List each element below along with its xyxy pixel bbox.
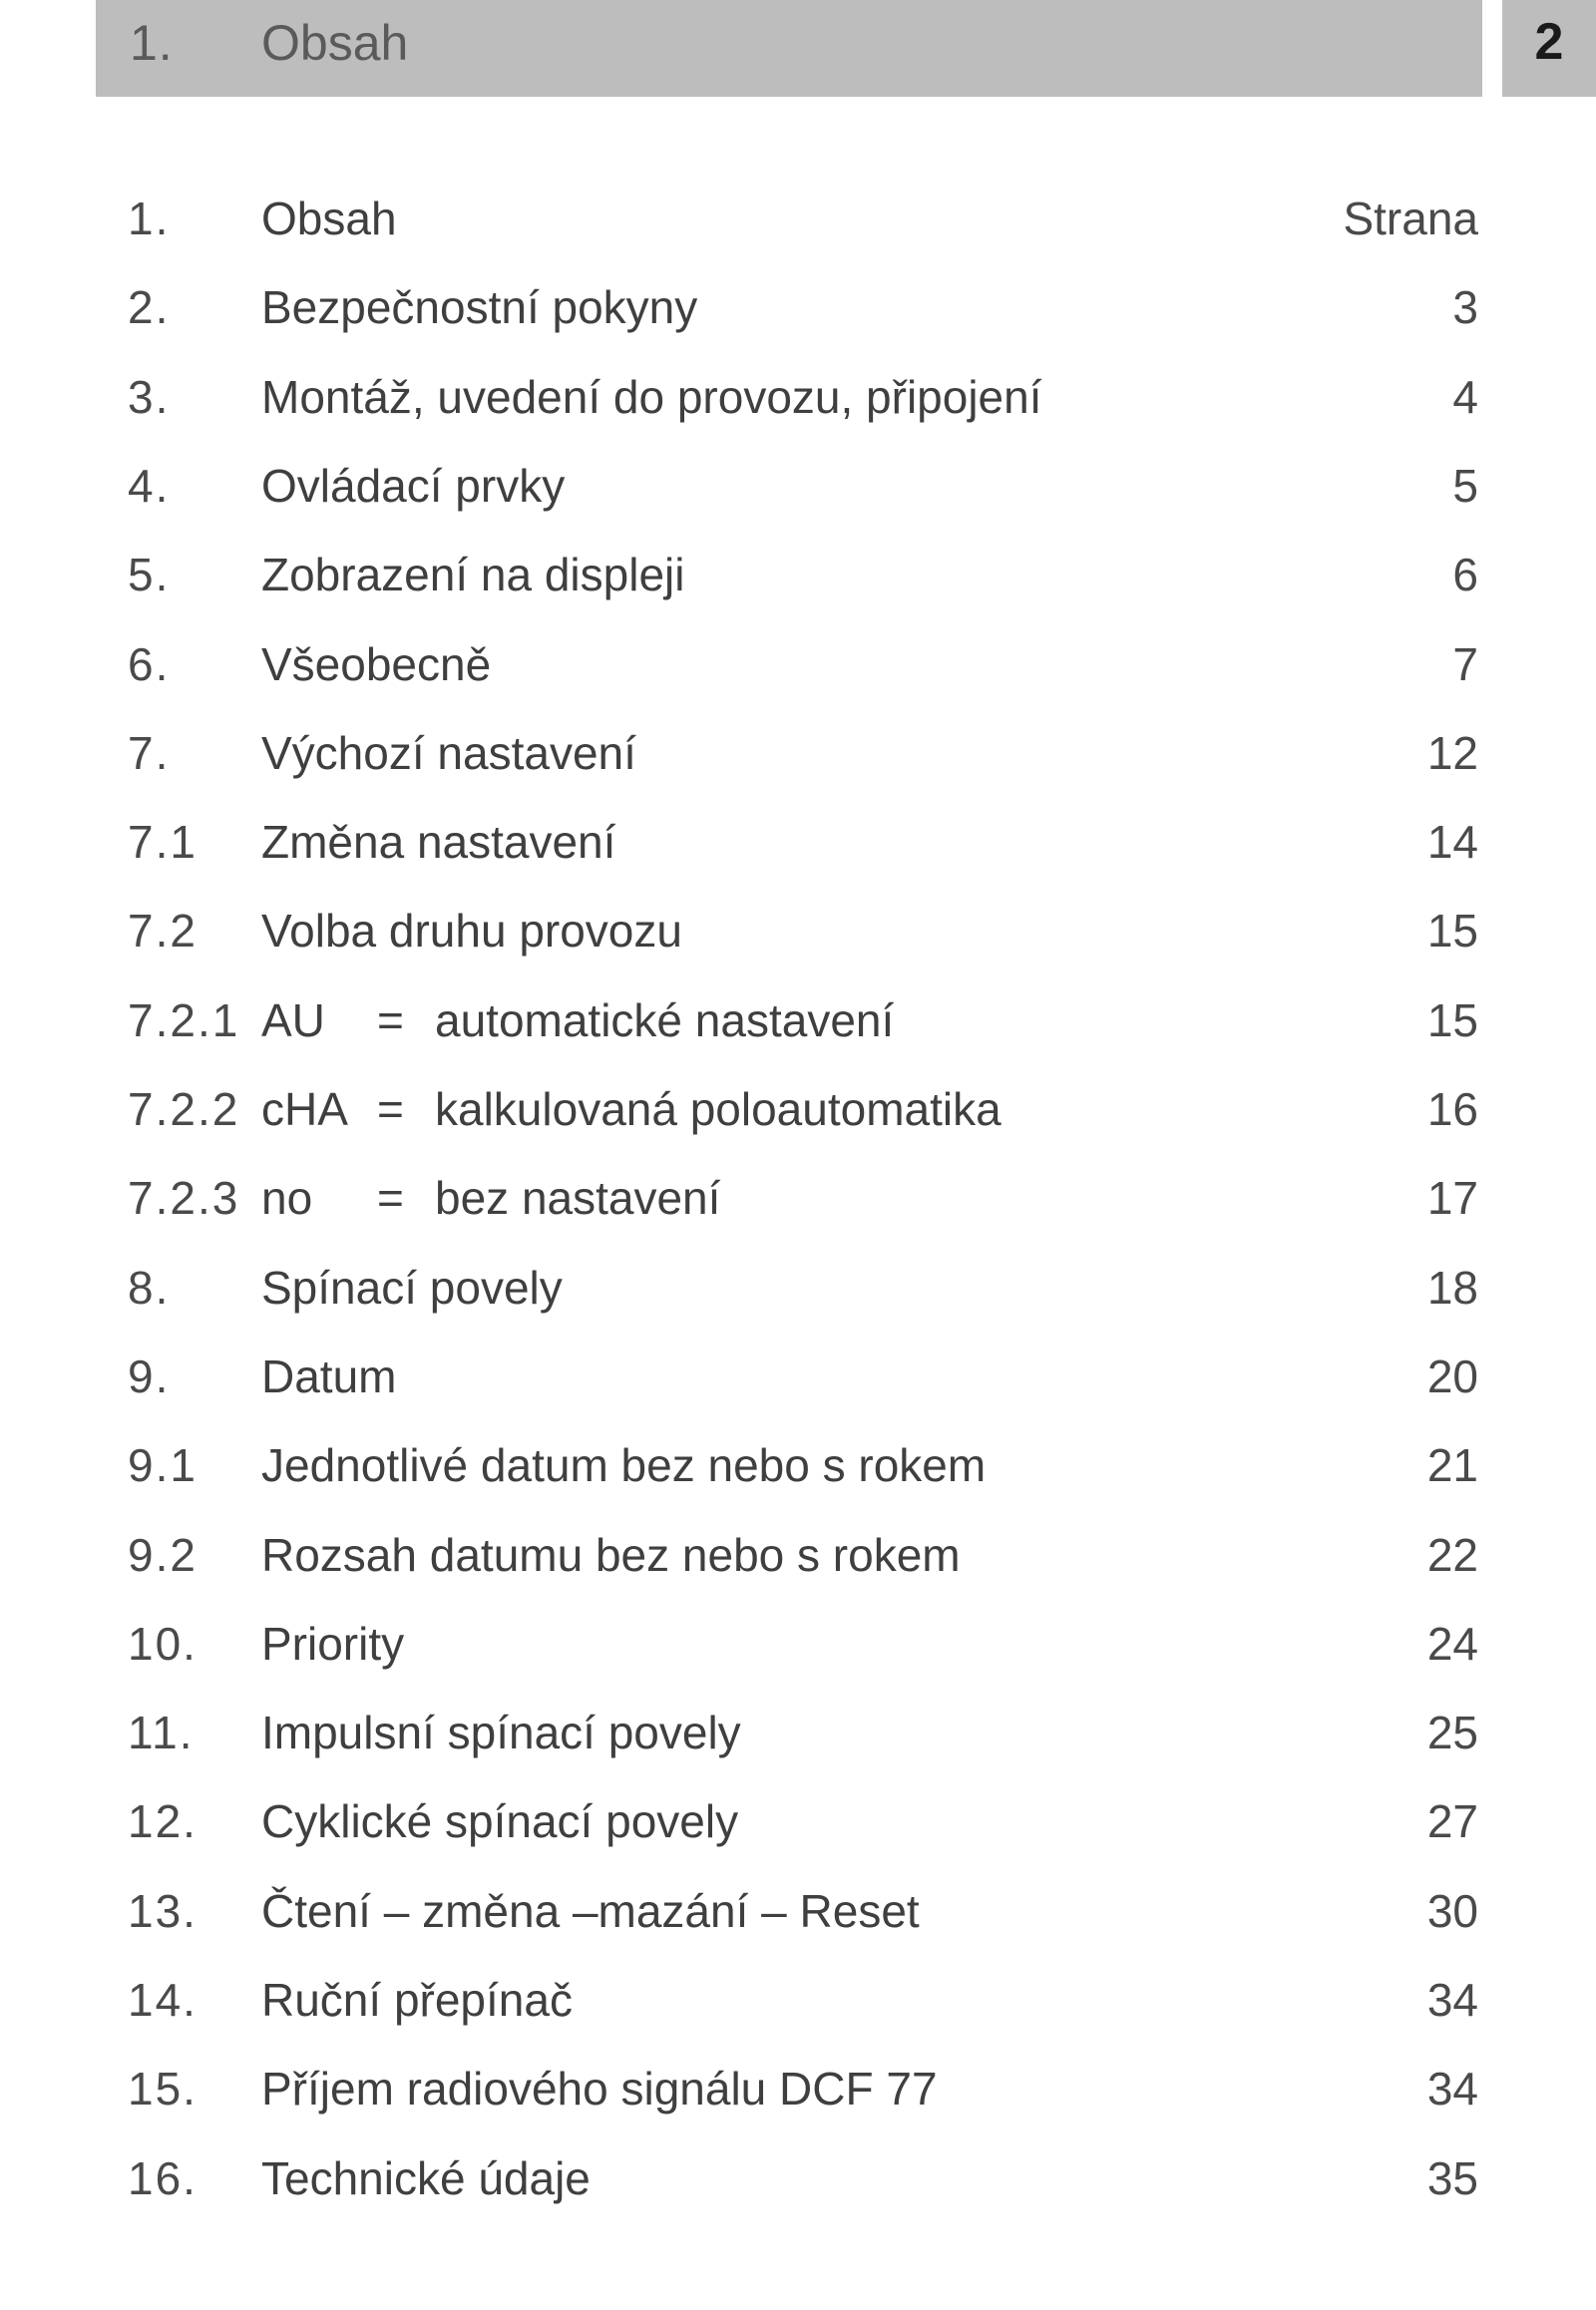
toc-entry bbox=[0, 549, 1596, 640]
toc-entry-title: Rozsah datumu bez nebo s rokem bbox=[261, 1528, 961, 1581]
toc-entry-description: automatické nastavení bbox=[435, 993, 895, 1046]
toc-entry-description: kalkulovaná poloautomatika bbox=[435, 1083, 1001, 1135]
toc-entry-number: 1. bbox=[128, 192, 171, 244]
toc-entry-description: bez nastavení bbox=[435, 1172, 721, 1225]
toc-entry-page: 27 bbox=[1426, 1795, 1478, 1848]
chapter-number: 1. bbox=[130, 15, 174, 71]
toc-entry-number: 7.1 bbox=[128, 816, 198, 869]
toc-entry-number: 7.2.3 bbox=[128, 1172, 240, 1225]
toc-entry-title: Bezpečnostní pokyny bbox=[261, 281, 698, 334]
toc-entry bbox=[0, 459, 1596, 552]
toc-entry-page: 12 bbox=[1426, 726, 1478, 779]
toc-entry-title: Všeobecně bbox=[261, 637, 492, 690]
toc-entry-title: Impulsní spínací povely bbox=[261, 1707, 741, 1759]
toc-entry-title: Technické údaje bbox=[261, 2151, 591, 2204]
toc-entry bbox=[0, 1261, 1596, 1353]
toc-entry bbox=[0, 1795, 1596, 1887]
toc-page-column-header: Strana bbox=[1343, 192, 1478, 244]
toc-entry-number: 11. bbox=[128, 1707, 195, 1759]
toc-entry-number: 6. bbox=[128, 637, 171, 690]
toc-entry-page: 34 bbox=[1426, 1974, 1478, 2026]
toc-entry-equals: = bbox=[377, 1172, 404, 1225]
toc-entry bbox=[0, 1439, 1596, 1531]
toc-entry-page: 4 bbox=[1452, 370, 1478, 423]
toc-entry bbox=[0, 370, 1596, 463]
toc-entry-number: 7.2.1 bbox=[128, 993, 240, 1046]
toc-entry bbox=[0, 281, 1596, 373]
toc-entry bbox=[0, 1884, 1596, 1977]
toc-entry-title: Priority bbox=[261, 1617, 405, 1670]
toc-entry-page: 35 bbox=[1426, 2151, 1478, 2204]
toc-entry-number: 7. bbox=[128, 726, 171, 779]
toc-entry bbox=[0, 816, 1596, 908]
toc-entry-abbreviation: no bbox=[261, 1172, 313, 1225]
toc-entry-number: 16. bbox=[128, 2151, 198, 2204]
toc-entry-number: 7.2 bbox=[128, 905, 198, 958]
toc-entry-abbreviation: cHA bbox=[261, 1083, 348, 1135]
toc-entry-number: 14. bbox=[128, 1974, 198, 2026]
toc-entry bbox=[0, 2151, 1596, 2244]
toc-entry-title: Spínací povely bbox=[261, 1261, 563, 1314]
toc-entry-title: Změna nastavení bbox=[261, 816, 616, 869]
toc-entry-page: 17 bbox=[1426, 1172, 1478, 1225]
toc-entry-number: 5. bbox=[128, 549, 171, 601]
toc-entry-page: 5 bbox=[1452, 459, 1478, 512]
toc-entry-title: Obsah bbox=[261, 192, 397, 244]
toc-entry-number: 9.1 bbox=[128, 1439, 198, 1492]
toc-entry-number: 12. bbox=[128, 1795, 198, 1848]
toc-entry-equals: = bbox=[377, 1083, 404, 1135]
page-number-tab bbox=[1502, 0, 1596, 97]
toc-entry bbox=[0, 1083, 1596, 1175]
toc-entry-page: 34 bbox=[1426, 2063, 1478, 2116]
toc-entry-title: Datum bbox=[261, 1349, 397, 1402]
toc-entry-number: 9.2 bbox=[128, 1528, 198, 1581]
toc-entry-page: 6 bbox=[1452, 549, 1478, 601]
toc-entry-title: Příjem radiového signálu DCF 77 bbox=[261, 2063, 938, 2116]
toc-entry bbox=[0, 1528, 1596, 1621]
toc-entry-title: Zobrazení na displeji bbox=[261, 549, 685, 601]
toc-entry bbox=[0, 1617, 1596, 1710]
toc-entry-number: 9. bbox=[128, 1349, 171, 1402]
chapter-title: Obsah bbox=[261, 15, 409, 71]
toc-entry-number: 7.2.2 bbox=[128, 1083, 240, 1135]
toc-entry-page: 15 bbox=[1426, 993, 1478, 1046]
toc-entry-page: 15 bbox=[1426, 905, 1478, 958]
toc-entry-title: Čtení – změna –mazání – Reset bbox=[261, 1884, 920, 1937]
toc-entry-page: 3 bbox=[1452, 281, 1478, 334]
page-number: 2 bbox=[1534, 13, 1564, 71]
toc-entry-abbreviation: AU bbox=[261, 993, 325, 1046]
toc-entry-page: 25 bbox=[1426, 1707, 1478, 1759]
toc-entry-number: 10. bbox=[128, 1617, 198, 1670]
toc-entry-title: Montáž, uvedení do provozu, připojení bbox=[261, 370, 1042, 423]
toc-entry bbox=[0, 905, 1596, 996]
toc-entry bbox=[0, 1707, 1596, 1798]
toc-entry bbox=[0, 1974, 1596, 2066]
toc-entry-number: 2. bbox=[128, 281, 171, 334]
toc-entry bbox=[0, 993, 1596, 1086]
toc-entry-page: 16 bbox=[1426, 1083, 1478, 1135]
toc-entry-number: 4. bbox=[128, 459, 171, 512]
toc-entry bbox=[0, 2063, 1596, 2154]
toc-entry-equals: = bbox=[377, 993, 404, 1046]
toc-entry bbox=[0, 192, 1596, 284]
toc-entry bbox=[0, 1349, 1596, 1442]
toc-entry-title: Jednotlivé datum bez nebo s rokem bbox=[261, 1439, 987, 1492]
toc-entry-page: 7 bbox=[1452, 637, 1478, 690]
toc-entry-page: 30 bbox=[1426, 1884, 1478, 1937]
toc-entry-page: 20 bbox=[1426, 1349, 1478, 1402]
toc-entry bbox=[0, 1172, 1596, 1264]
toc-entry-page: 21 bbox=[1426, 1439, 1478, 1492]
toc-entry-number: 8. bbox=[128, 1261, 171, 1314]
toc-entry-number: 15. bbox=[128, 2063, 198, 2116]
toc-entry-title: Cyklické spínací povely bbox=[261, 1795, 739, 1848]
toc-entry bbox=[0, 637, 1596, 730]
toc-entry-number: 13. bbox=[128, 1884, 198, 1937]
toc-entry-title: Volba druhu provozu bbox=[261, 905, 682, 958]
toc-entry-page: 14 bbox=[1426, 816, 1478, 869]
toc-entry-title: Ruční přepínač bbox=[261, 1974, 573, 2026]
toc-entry-title: Ovládací prvky bbox=[261, 459, 566, 512]
toc-entry-page: 18 bbox=[1426, 1261, 1478, 1314]
toc-entry-number: 3. bbox=[128, 370, 171, 423]
toc-entry-page: 24 bbox=[1426, 1617, 1478, 1670]
toc-entry-title: Výchozí nastavení bbox=[261, 726, 636, 779]
toc-entry-page: 22 bbox=[1426, 1528, 1478, 1581]
toc-entry bbox=[0, 726, 1596, 819]
